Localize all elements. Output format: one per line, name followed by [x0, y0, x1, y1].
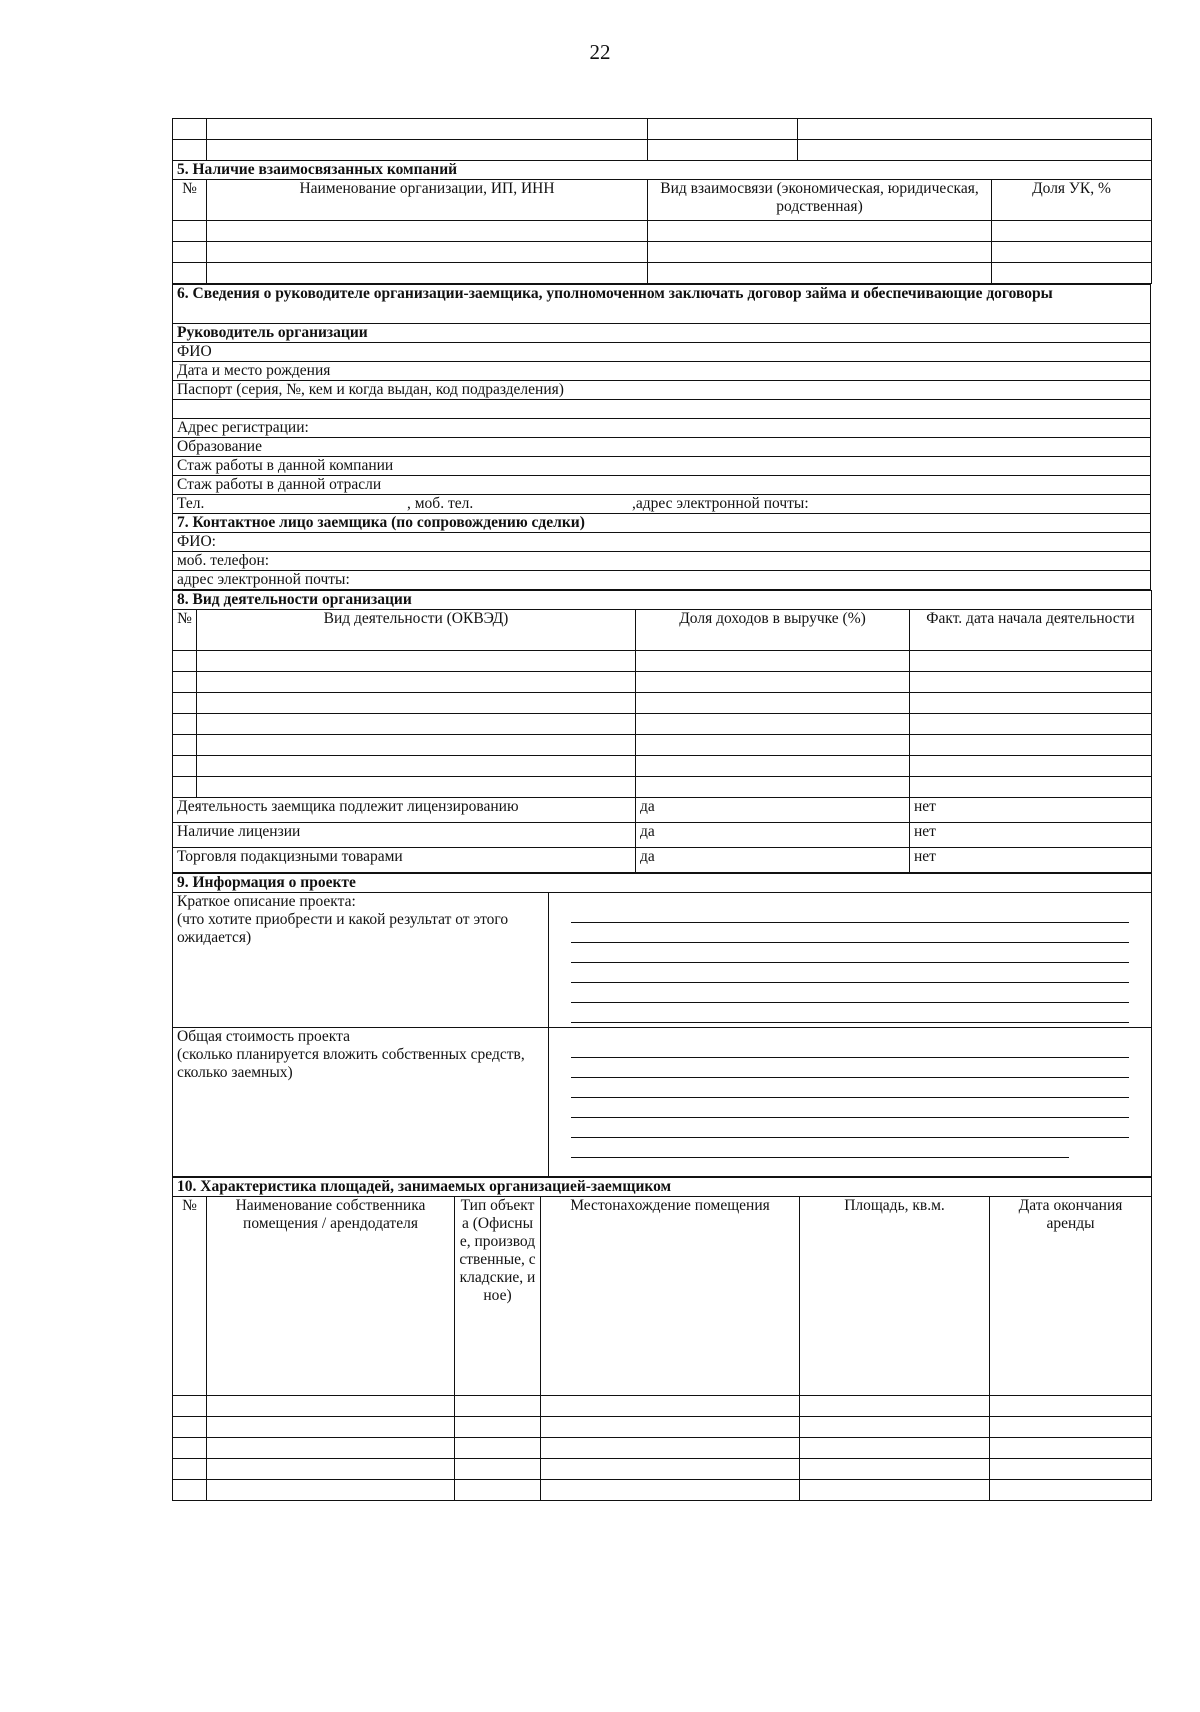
cell[interactable]	[910, 714, 1152, 735]
writing-line	[571, 903, 1129, 923]
cell[interactable]	[636, 777, 910, 798]
cell[interactable]	[990, 1396, 1152, 1417]
writing-line	[571, 1003, 1129, 1023]
section-6-subtitle: Руководитель организации	[173, 324, 1151, 343]
cell[interactable]	[173, 777, 197, 798]
col-revenue-share-header: Доля доходов в выручке (%)	[636, 610, 910, 651]
cell[interactable]	[541, 1459, 800, 1480]
cell[interactable]	[207, 1396, 455, 1417]
contact-mob-field[interactable]: моб. телефон:	[173, 552, 1151, 571]
cell[interactable]	[636, 651, 910, 672]
cell[interactable]	[648, 221, 992, 242]
writing-line	[571, 923, 1129, 943]
cell[interactable]	[173, 1459, 207, 1480]
excise-yes[interactable]: да	[636, 848, 910, 873]
writing-line	[571, 943, 1129, 963]
writing-line	[571, 963, 1129, 983]
cell[interactable]	[197, 735, 636, 756]
col-num-header: №	[173, 180, 207, 221]
col-area-header: Площадь, кв.м.	[800, 1197, 990, 1396]
cell[interactable]	[636, 672, 910, 693]
section-9-table	[172, 873, 1152, 1177]
application-form	[172, 118, 1151, 1501]
cell[interactable]	[648, 119, 798, 140]
project-description-label: Краткое описание проекта: (что хотите приобрести и какой результат от этого ожидается)	[173, 893, 549, 1028]
cell[interactable]	[990, 1459, 1152, 1480]
cell[interactable]	[798, 140, 1152, 161]
cell[interactable]	[207, 242, 648, 263]
cell[interactable]	[207, 1480, 455, 1501]
writing-line	[571, 1138, 1069, 1158]
license-required-label: Деятельность заемщика подлежит лицензированию	[173, 798, 636, 823]
cell[interactable]	[636, 693, 910, 714]
director-email-label: ,адрес электронной почты:	[632, 495, 809, 512]
cell[interactable]	[173, 672, 197, 693]
cell[interactable]	[207, 140, 648, 161]
cell[interactable]	[910, 735, 1152, 756]
cell[interactable]	[173, 714, 197, 735]
project-description-field[interactable]	[549, 893, 1152, 1028]
cell[interactable]	[207, 1417, 455, 1438]
license-have-yes[interactable]: да	[636, 823, 910, 848]
cell[interactable]	[800, 1396, 990, 1417]
project-cost-field[interactable]	[549, 1028, 1152, 1177]
section-6-7-table	[172, 284, 1151, 590]
cell[interactable]	[992, 221, 1152, 242]
director-exp-company-field[interactable]: Стаж работы в данной компании	[173, 457, 1151, 476]
cell[interactable]	[541, 1396, 800, 1417]
cell[interactable]	[173, 1396, 207, 1417]
cell[interactable]	[173, 693, 197, 714]
section-9-title: 9. Информация о проекте	[173, 874, 1152, 893]
cell[interactable]	[636, 756, 910, 777]
cell[interactable]	[992, 263, 1152, 284]
section-5-title: 5. Наличие взаимосвязанных компаний	[173, 161, 1152, 180]
section-8-table	[172, 590, 1152, 873]
cell[interactable]	[910, 756, 1152, 777]
writing-line	[571, 983, 1129, 1003]
col-activity-header: Вид деятельности (ОКВЭД)	[197, 610, 636, 651]
cell[interactable]	[648, 242, 992, 263]
col-object-type-header: Тип объекта (Офисные, производственные, складские, иное)	[455, 1197, 541, 1396]
director-address-field[interactable]: Адрес регистрации:	[173, 419, 1151, 438]
cell[interactable]	[910, 777, 1152, 798]
director-mob-label: , моб. тел.	[407, 495, 474, 512]
writing-line	[571, 1078, 1129, 1098]
col-org-name-header: Наименование организации, ИП, ИНН	[207, 180, 648, 221]
section-10-table	[172, 1177, 1152, 1501]
col-num-header: №	[173, 1197, 207, 1396]
excise-no[interactable]: нет	[910, 848, 1152, 873]
cell[interactable]	[455, 1459, 541, 1480]
col-location-header: Местонахождение помещения	[541, 1197, 800, 1396]
cell[interactable]	[173, 140, 207, 161]
director-tel-label: Тел.	[177, 495, 205, 512]
director-birth-field[interactable]: Дата и место рождения	[173, 362, 1151, 381]
cell[interactable]	[173, 1417, 207, 1438]
contact-fio-field[interactable]: ФИО:	[173, 533, 1151, 552]
cell[interactable]	[207, 1438, 455, 1459]
section-8-title: 8. Вид деятельности организации	[173, 591, 1152, 610]
cell[interactable]	[910, 672, 1152, 693]
col-start-date-header: Факт. дата начала деятельности	[910, 610, 1152, 651]
cell[interactable]	[197, 693, 636, 714]
contact-email-field[interactable]: адрес электронной почты:	[173, 571, 1151, 590]
cell[interactable]	[648, 263, 992, 284]
cell[interactable]	[173, 242, 207, 263]
cell[interactable]	[910, 651, 1152, 672]
cell[interactable]	[541, 1480, 800, 1501]
license-have-label: Наличие лицензии	[173, 823, 636, 848]
cell[interactable]	[990, 1438, 1152, 1459]
cell[interactable]	[173, 1438, 207, 1459]
writing-line	[571, 1058, 1129, 1078]
cell[interactable]	[173, 651, 197, 672]
cell[interactable]	[798, 119, 1152, 140]
excise-label: Торговля подакцизными товарами	[173, 848, 636, 873]
license-required-no[interactable]: нет	[910, 798, 1152, 823]
director-exp-industry-field[interactable]: Стаж работы в данной отрасли	[173, 476, 1151, 495]
cell[interactable]	[541, 1438, 800, 1459]
project-cost-label: Общая стоимость проекта (сколько планируется вложить собственных средств, сколько заемных)	[173, 1028, 549, 1177]
director-fio-field[interactable]: ФИО	[173, 343, 1151, 362]
cell[interactable]	[173, 756, 197, 777]
page-number: 22	[589, 40, 611, 64]
cell[interactable]	[197, 777, 636, 798]
cell[interactable]	[173, 263, 207, 284]
cell[interactable]	[173, 119, 207, 140]
cell[interactable]	[207, 119, 648, 140]
section-7-title: 7. Контактное лицо заемщика (по сопровождению сделки)	[173, 514, 1151, 533]
director-contacts-field[interactable]	[173, 495, 1151, 514]
cell[interactable]	[636, 714, 910, 735]
section-6-title: 6. Сведения о руководителе организации-заемщика, уполномоченном заключать договор займа и обеспечивающие договоры	[173, 285, 1151, 324]
cell[interactable]	[455, 1417, 541, 1438]
col-num-header: №	[173, 610, 197, 651]
cell[interactable]	[910, 693, 1152, 714]
col-lease-end-header: Дата окончания аренды	[990, 1197, 1152, 1396]
cell[interactable]	[207, 1459, 455, 1480]
writing-line	[571, 1038, 1129, 1058]
writing-line	[571, 1118, 1129, 1138]
cell[interactable]	[173, 1480, 207, 1501]
cell[interactable]	[992, 242, 1152, 263]
cell[interactable]	[197, 756, 636, 777]
cell[interactable]	[455, 1438, 541, 1459]
cell[interactable]	[173, 735, 197, 756]
cell[interactable]	[455, 1480, 541, 1501]
cell[interactable]	[455, 1396, 541, 1417]
cell[interactable]	[207, 221, 648, 242]
section-10-title: 10. Характеристика площадей, занимаемых организацией-заемщиком	[173, 1178, 1152, 1197]
col-relation-type-header: Вид взаимосвязи (экономическая, юридическая, родственная)	[648, 180, 992, 221]
cell[interactable]	[197, 714, 636, 735]
cell[interactable]	[197, 651, 636, 672]
cell[interactable]	[990, 1417, 1152, 1438]
cell[interactable]	[207, 263, 648, 284]
director-education-field[interactable]: Образование	[173, 438, 1151, 457]
cell[interactable]	[541, 1417, 800, 1438]
cell[interactable]	[636, 735, 910, 756]
cell[interactable]	[800, 1438, 990, 1459]
cell[interactable]	[800, 1417, 990, 1438]
cell[interactable]	[648, 140, 798, 161]
director-passport-continued-field[interactable]	[173, 400, 1151, 419]
cell[interactable]	[990, 1480, 1152, 1501]
license-required-yes[interactable]: да	[636, 798, 910, 823]
cell[interactable]	[800, 1480, 990, 1501]
cell[interactable]	[197, 672, 636, 693]
cell[interactable]	[173, 221, 207, 242]
col-share-header: Доля УК, %	[992, 180, 1152, 221]
license-have-no[interactable]: нет	[910, 823, 1152, 848]
director-passport-field[interactable]: Паспорт (серия, №, кем и когда выдан, код подразделения)	[173, 381, 1151, 400]
col-owner-header: Наименование собственника помещения / арендодателя	[207, 1197, 455, 1396]
writing-line	[571, 1098, 1129, 1118]
section-5-table	[172, 118, 1152, 284]
cell[interactable]	[800, 1459, 990, 1480]
